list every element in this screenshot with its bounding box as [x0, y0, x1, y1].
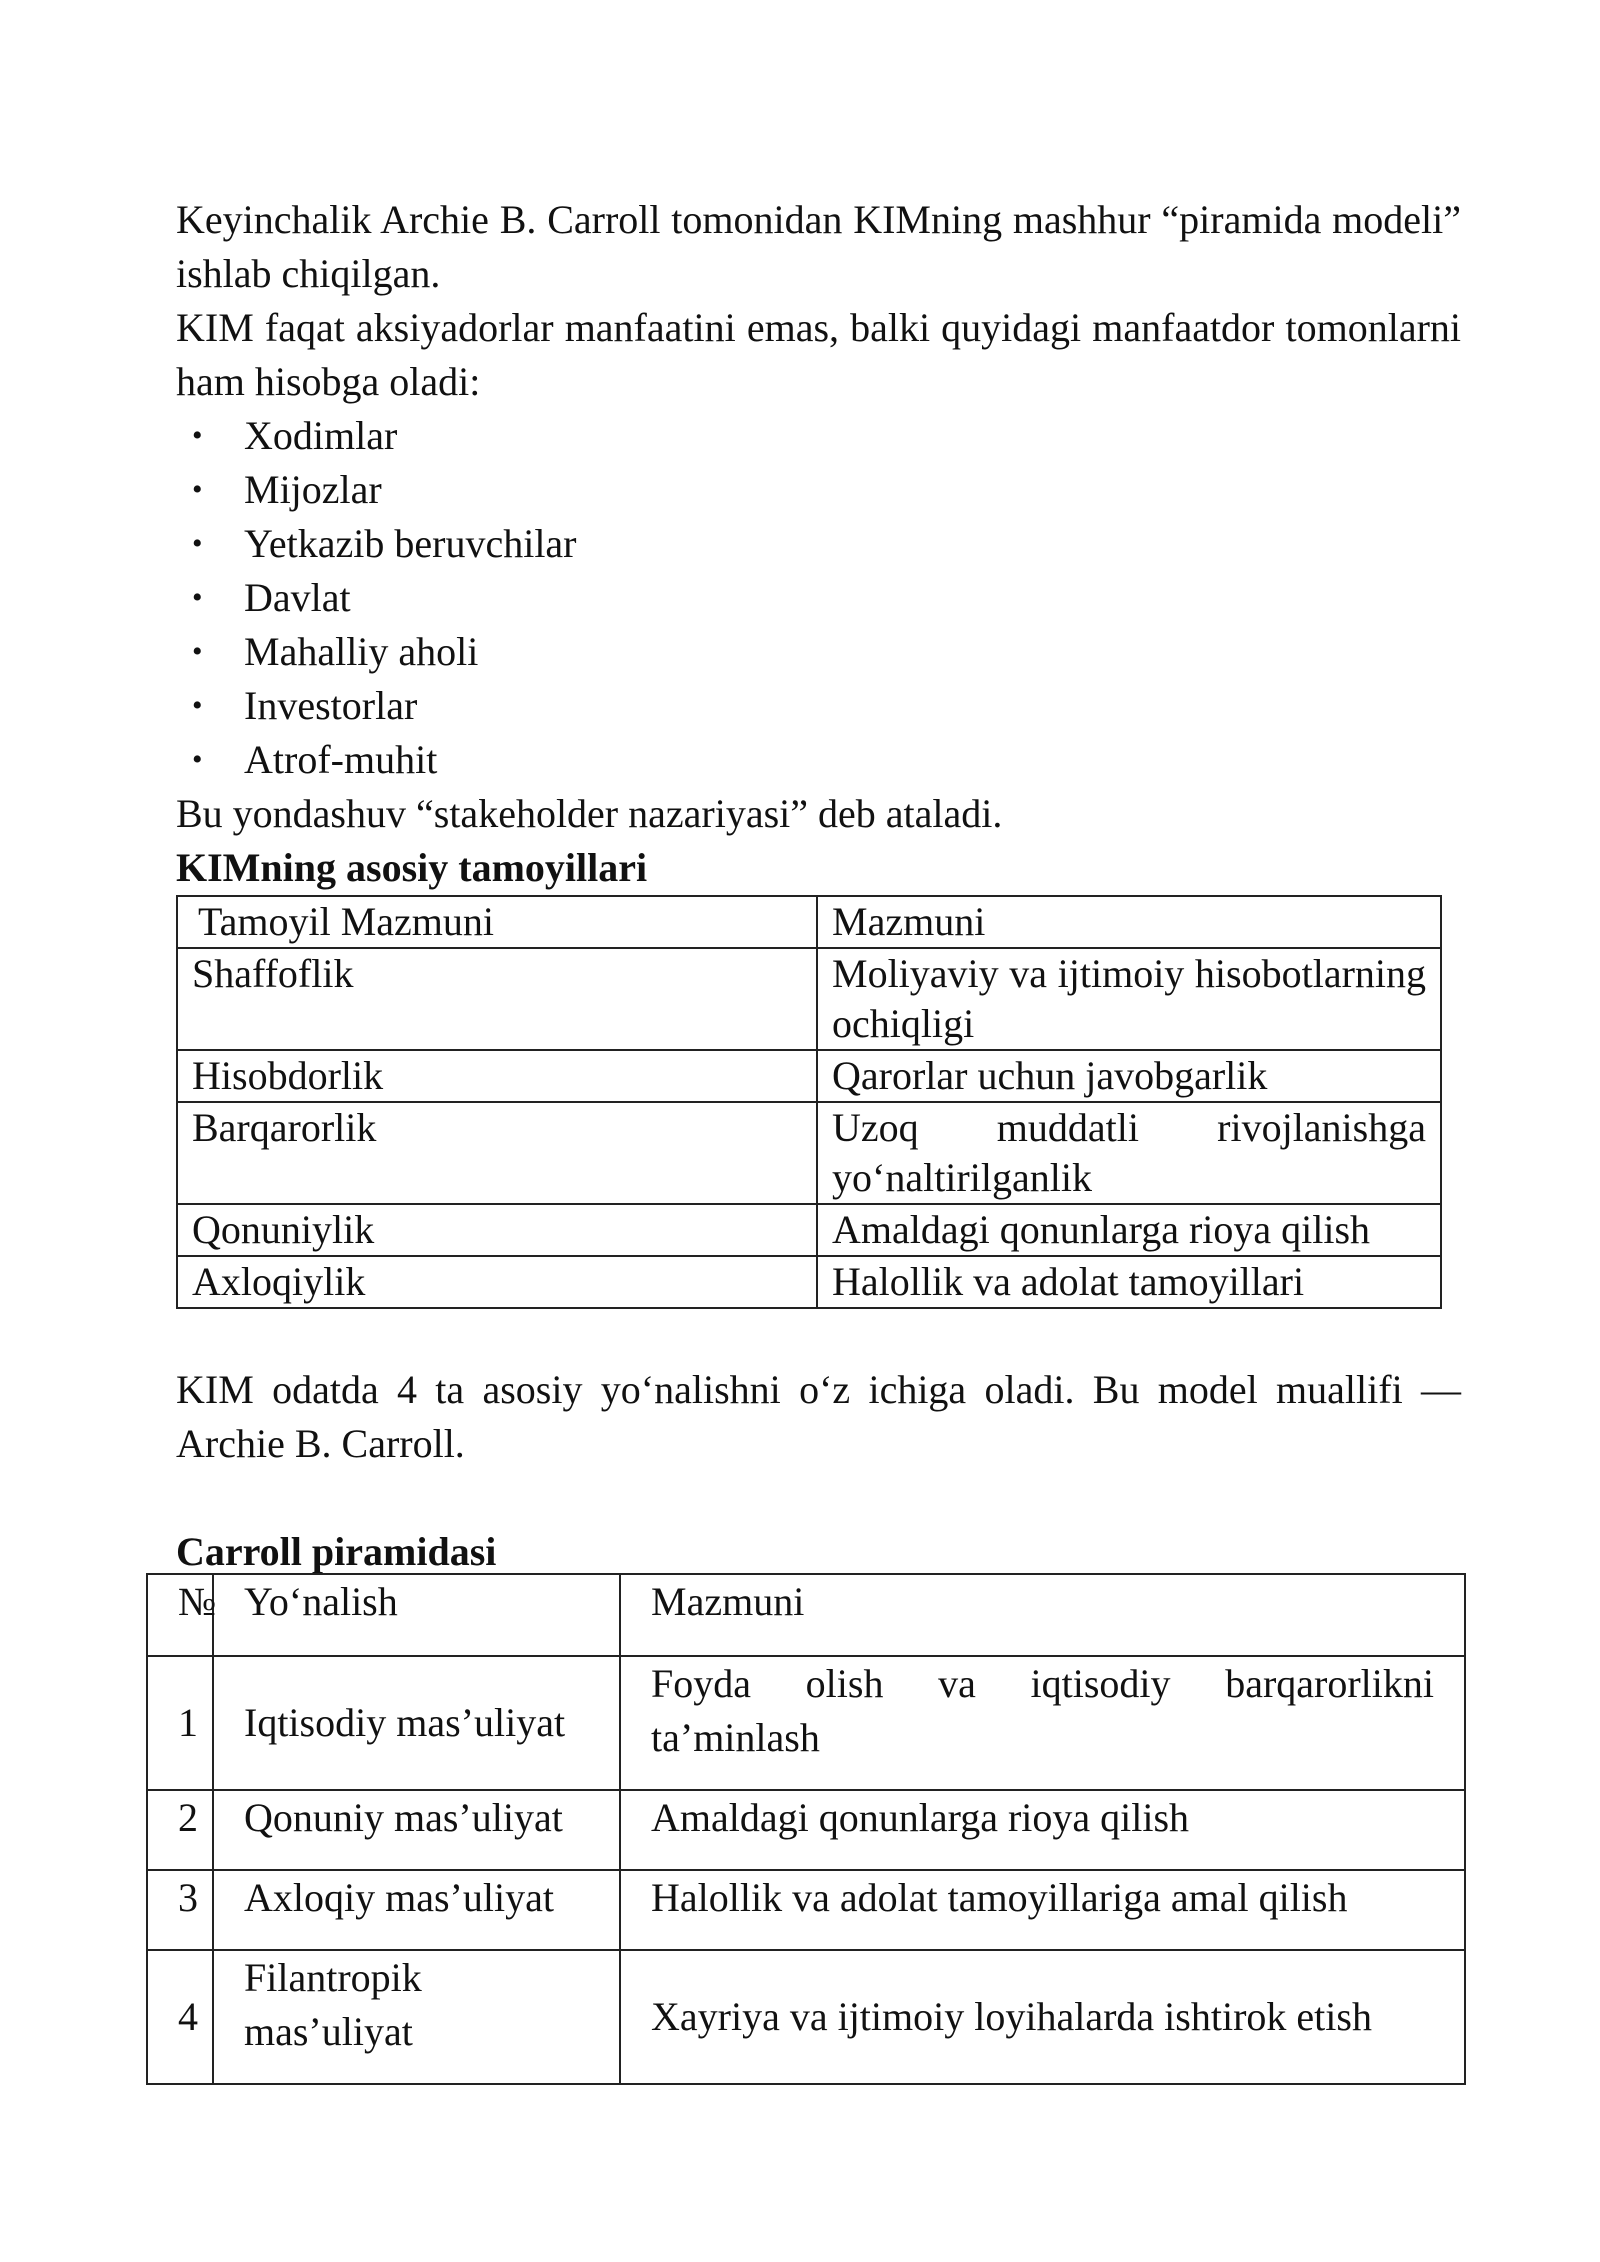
table-row: [177, 1102, 1441, 1204]
table-cell: Qarorlar uchun javobgarlik: [817, 1050, 1441, 1102]
table-row: [147, 1950, 1465, 2084]
list-item: • Yetkazib beruvchilar: [176, 517, 1461, 571]
table-cell: Iqtisodiy mas’uliyat: [213, 1656, 620, 1790]
intro-paragraph-1: Keyinchalik Archie B. Carroll tomonidan KIMning mashhur “piramida modeli” ishlab chiqilgan.: [176, 197, 1461, 296]
principles-heading: KIMning asosiy tamoyillari: [176, 845, 648, 890]
table-cell: Qonuniylik: [177, 1204, 817, 1256]
table-cell: Axloqiy mas’uliyat: [213, 1870, 620, 1950]
table-row: [177, 1050, 1441, 1102]
document-page: [176, 193, 1461, 1579]
principles-table: [176, 895, 1442, 1309]
bullet-icon: •: [192, 419, 203, 452]
bullet-icon: •: [192, 689, 203, 722]
table-cell: Halollik va adolat tamoyillari: [817, 1256, 1441, 1308]
table-cell: Shaffoflik: [177, 948, 817, 1050]
table-cell: Xayriya va ijtimoiy loyihalarda ishtirok etish: [620, 1950, 1465, 2084]
list-item: • Mijozlar: [176, 463, 1461, 517]
table-cell: Foyda olish va iqtisodiy barqarorlikni ta’minlash: [620, 1656, 1465, 1790]
table-cell: Filantropik mas’uliyat: [213, 1950, 620, 2084]
table-header-cell: Mazmuni: [620, 1574, 1465, 1656]
table-header-cell: Yo‘nalish: [213, 1574, 620, 1656]
table-row: [147, 1790, 1465, 1870]
list-item: • Davlat: [176, 571, 1461, 625]
bullet-icon: •: [192, 473, 203, 506]
table-header-row: [147, 1574, 1465, 1656]
model-note: KIM odatda 4 ta asosiy yo‘nalishni o‘z ichiga oladi. Bu model muallifi — Archie B. Carroll.: [176, 1367, 1461, 1466]
table-cell: Hisobdorlik: [177, 1050, 817, 1102]
table-row: [147, 1870, 1465, 1950]
list-item: • Mahalliy aholi: [176, 625, 1461, 679]
table-header-cell: Mazmuni: [817, 896, 1441, 948]
table-cell: Amaldagi qonunlarga rioya qilish: [817, 1204, 1441, 1256]
table-cell: Moliyaviy va ijtimoiy hisobotlarning ochiqligi: [817, 948, 1441, 1050]
bullet-icon: •: [192, 743, 203, 776]
list-item: • Atrof-muhit: [176, 733, 1461, 787]
stakeholder-list: [176, 409, 1461, 787]
table-header-cell: Tamoyil Mazmuni: [177, 896, 817, 948]
table-cell: Barqarorlik: [177, 1102, 817, 1204]
table-cell: Halollik va adolat tamoyillariga amal qilish: [620, 1870, 1465, 1950]
table-cell: Amaldagi qonunlarga rioya qilish: [620, 1790, 1465, 1870]
table-cell: 1: [147, 1656, 213, 1790]
table-cell: Qonuniy mas’uliyat: [213, 1790, 620, 1870]
bullet-icon: •: [192, 635, 203, 668]
table-row: [177, 1204, 1441, 1256]
bullet-icon: •: [192, 527, 203, 560]
table-cell: 4: [147, 1950, 213, 2084]
list-item: • Xodimlar: [176, 409, 1461, 463]
approach-note: Bu yondashuv “stakeholder nazariyasi” deb ataladi.: [176, 791, 1003, 836]
table-cell: Uzoq muddatli rivojlanishga yo‘naltirilganlik: [817, 1102, 1441, 1204]
table-cell: Axloqiylik: [177, 1256, 817, 1308]
table-row: [177, 948, 1441, 1050]
table-header-cell: №: [147, 1574, 213, 1656]
table-header-row: [177, 896, 1441, 948]
table-cell: 3: [147, 1870, 213, 1950]
pyramid-table: [146, 1573, 1466, 2085]
list-item: • Investorlar: [176, 679, 1461, 733]
intro-paragraph-2: KIM faqat aksiyadorlar manfaatini emas, balki quyidagi manfaatdor tomonlarni ham hisobga oladi:: [176, 305, 1461, 404]
table-row: [177, 1256, 1441, 1308]
table-cell: 2: [147, 1790, 213, 1870]
pyramid-heading: Carroll piramidasi: [176, 1529, 497, 1574]
bullet-icon: •: [192, 581, 203, 614]
table-row: [147, 1656, 1465, 1790]
